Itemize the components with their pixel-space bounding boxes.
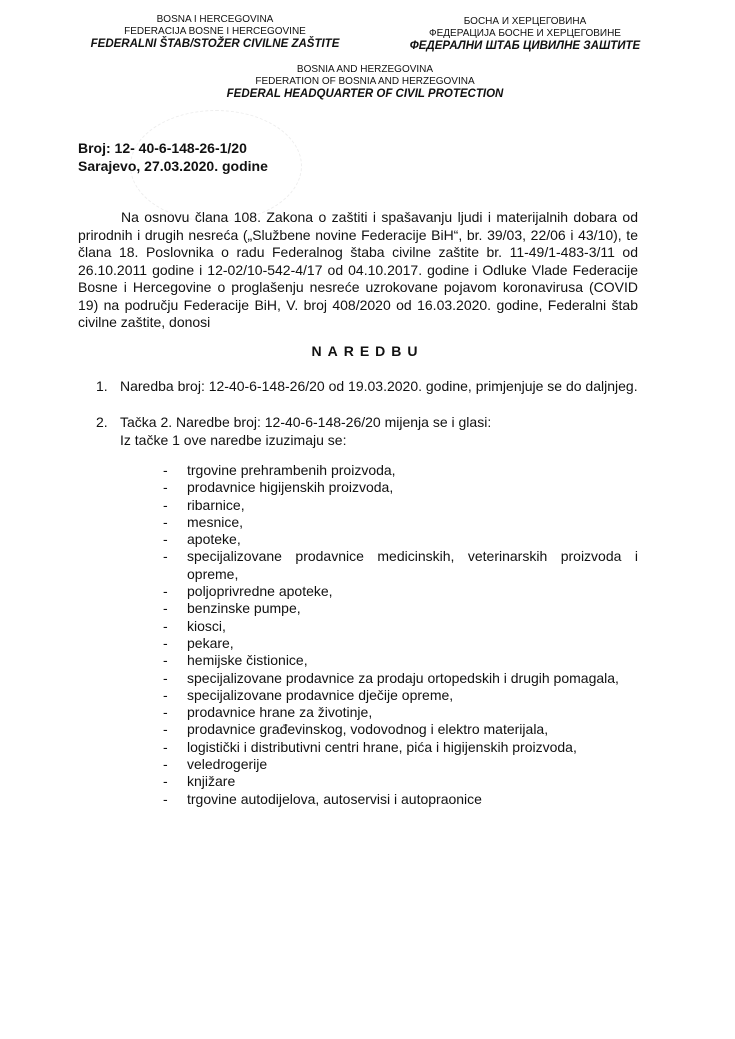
item-number: 1. <box>96 378 108 394</box>
list-item <box>0 791 735 808</box>
numbered-item-1 <box>96 378 638 396</box>
dash-bullet: - <box>163 617 168 634</box>
header-center-line3: FEDERAL HEADQUARTER OF CIVIL PROTECTION <box>226 88 504 100</box>
header-right-line2: ФЕДЕРАЦИЈА БОСНЕ И ХЕРЦЕГОВИНЕ <box>429 28 621 39</box>
list-item <box>0 773 735 790</box>
list-item <box>0 531 735 548</box>
header-right-line1: БОСНА И ХЕРЦЕГОВИНА <box>463 16 587 27</box>
list-item-text: veledrogerije <box>187 756 268 773</box>
dash-bullet: - <box>163 790 168 807</box>
dash-bullet: - <box>163 583 168 600</box>
list-item <box>0 618 735 635</box>
list-item <box>0 548 735 583</box>
dash-bullet: - <box>163 704 168 721</box>
header-right-cyrillic <box>375 16 675 52</box>
dash-bullet: - <box>163 721 168 738</box>
dash-bullet: - <box>163 531 168 548</box>
list-item <box>0 756 735 773</box>
reference-number: Broj: 12- 40-6-148-26-1/20 <box>78 140 247 156</box>
list-item-text: benzinske pumpe, <box>187 600 301 617</box>
list-item-text: poljoprivredne apoteke, <box>187 583 333 600</box>
item-subtext: Iz tačke 1 ove naredbe izuzimaju se: <box>120 431 347 448</box>
list-item <box>0 583 735 600</box>
list-item <box>0 652 735 669</box>
list-item-text: pekare, <box>187 634 234 651</box>
header-center-line1: BOSNIA AND HERZEGOVINA <box>296 64 434 75</box>
dash-bullet: - <box>163 773 168 790</box>
exemption-list <box>0 462 735 808</box>
dash-bullet: - <box>163 548 168 565</box>
dash-bullet: - <box>163 513 168 530</box>
dash-bullet: - <box>163 634 168 651</box>
dash-bullet: - <box>163 669 168 686</box>
dash-bullet: - <box>163 652 168 669</box>
numbered-item-2 <box>96 414 638 449</box>
list-item <box>0 479 735 496</box>
list-item-text: knjižare <box>187 773 236 790</box>
list-item-text: ribarnice, <box>187 496 245 513</box>
list-item <box>0 670 735 687</box>
header-left-line1: BOSNA I HERCEGOVINA <box>156 14 274 25</box>
header-right-line3: ФЕДЕРАЛНИ ШТАБ ЦИВИЛНЕ ЗАШТИТЕ <box>409 40 641 52</box>
dash-bullet: - <box>163 600 168 617</box>
dash-bullet: - <box>163 462 168 478</box>
list-item-text: specijalizovane prodavnice dječije opreme, <box>187 686 454 703</box>
list-item <box>0 635 735 652</box>
list-item-text: logistički i distributivni centri hrane, pića i higijenskih proizvoda, <box>187 738 577 755</box>
header-center-english <box>150 64 580 100</box>
dash-bullet: - <box>163 756 168 773</box>
intro-paragraph <box>78 209 638 332</box>
list-item-text: apoteke, <box>187 531 241 548</box>
list-item <box>0 721 735 738</box>
list-item <box>0 600 735 617</box>
list-item-text: prodavnice građevinskog, vodovodnog i elektro materijala, <box>187 721 549 738</box>
header-center-line2: FEDERATION OF BOSNIA AND HERZEGOVINA <box>255 76 475 87</box>
dash-bullet: - <box>163 686 168 703</box>
dash-bullet: - <box>163 479 168 496</box>
list-item-text: mesnice, <box>187 513 244 530</box>
list-item-text: specijalizovane prodavnice medicinskih, veterinarskih proizvoda i opreme, <box>187 548 638 582</box>
intro-text: Na osnovu člana 108. Zakona o zaštiti i spašavanju ljudi i materijalnih dobara od prirodnih i drugih nesreća („Službene novine Federacije BiH“, br. 39/03, 22/06 i 43/10), te člana 18. Poslovnika o radu Federalnog štaba civilne zaštite br. 11-49/1-483-3/11 od 26.10.2011 godine i 12-02/10-542-4/17 od 04.10.2017. godine i Odluke Vlade Federacije Bosne i Hercegovine o proglašenju nesreće uzrokovane pojavom koronavirusa (COVID 19) na području Federacije BiH, V. broj 408/2020 od 16.03.2020. godine, Federalni štab civilne zaštite, donosi <box>78 209 638 330</box>
list-item-text: kiosci, <box>187 617 226 634</box>
list-item-text: trgovine prehrambenih proizvoda, <box>187 462 396 478</box>
list-item <box>0 497 735 514</box>
dash-bullet: - <box>163 496 168 513</box>
list-item-text: trgovine autodijelova, autoservisi i autopraonice <box>187 790 482 807</box>
list-item-text: prodavnice hrane za životinje, <box>187 704 373 721</box>
list-item <box>0 462 735 479</box>
list-item-text: specijalizovane prodavnice za prodaju ortopedskih i drugih pomagala, <box>187 669 619 686</box>
reference-date: Sarajevo, 27.03.2020. godine <box>78 158 268 174</box>
list-item <box>0 687 735 704</box>
header-left-line2: FEDERACIJA BOSNE I HERCEGOVINE <box>124 26 306 37</box>
list-item <box>0 739 735 756</box>
list-item <box>0 514 735 531</box>
document-title: NAREDBU <box>311 343 424 359</box>
list-item-text: hemijske čistionice, <box>187 652 308 669</box>
dash-bullet: - <box>163 738 168 755</box>
header-left-line3: FEDERALNI ŠTAB/STOŽER CIVILNE ZAŠTITE <box>90 38 340 50</box>
item-text: Tačka 2. Naredbe broj: 12-40-6-148-26/20 mijenja se i glasi: <box>120 414 492 430</box>
header-left-latin <box>60 14 370 50</box>
item-number: 2. <box>96 414 108 430</box>
item-text: Naredba broj: 12-40-6-148-26/20 od 19.03.2020. godine, primjenjuje se do daljnjeg. <box>120 378 638 394</box>
list-item-text: prodavnice higijenskih proizvoda, <box>187 479 394 496</box>
list-item <box>0 704 735 721</box>
